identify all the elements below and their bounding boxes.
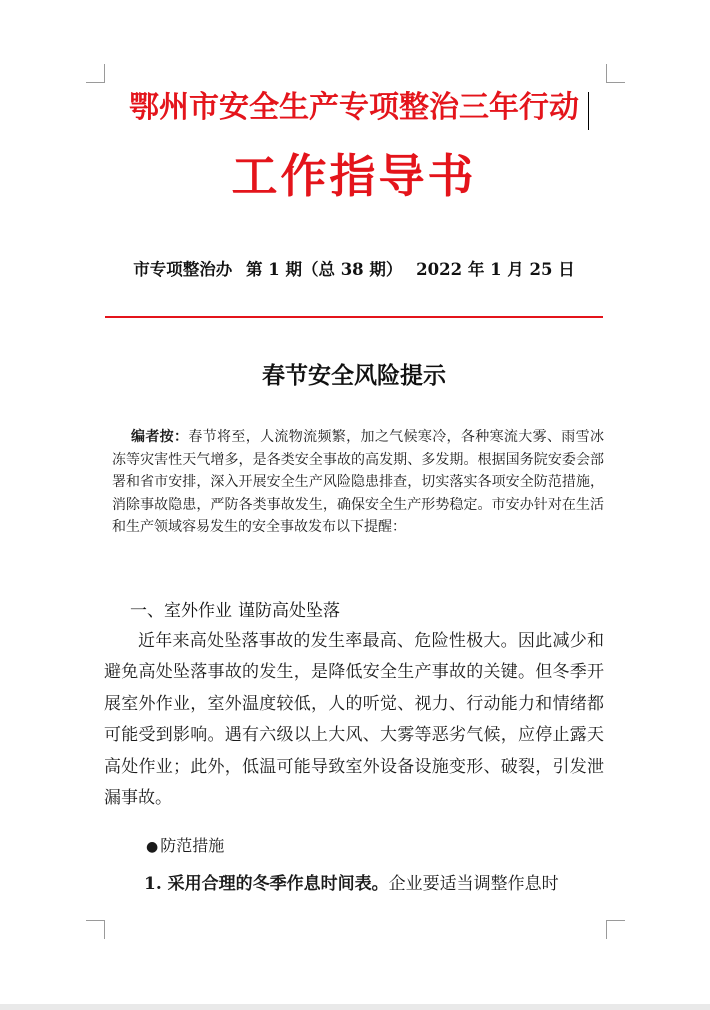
issue-info-line[interactable] (104, 258, 604, 282)
crop-mark-top-left (86, 64, 105, 83)
editor-note-text: 春节将至，人流物流频繁，加之气候寒冷，各种寒流大雾、雨雪冰冻等灾害性天气增多，是各类安全事故的高发期、多发期。根据国务院安委会部署和省市安排，深入开展安全生产风险隐患排查，切实落实各项安全防范措施，消除事故隐患，严防各类事故发生，确保安全生产形势稳定。市安办针对在生活和生产领域容易发生的安全事故发布以下提醒： (112, 429, 604, 535)
section-number: 一、室外作业 (130, 601, 232, 621)
red-divider (105, 316, 603, 318)
header-title-line2[interactable]: 工作指导书 (231, 149, 477, 203)
bullet-text: 防范措施 (160, 836, 225, 855)
section-paragraph[interactable]: 近年来高处坠落事故的发生率最高、危险性极大。因此减少和避免高处坠落事故的发生，是降低安全生产事故的关键。但冬季开展室外作业，室外温度较低，人的听觉、视力、行动能力和情绪都可能受到影响。遇有六级以上大风、大雾等恶劣气候，应停止露天高处作业；此外，低温可能导致室外设备设施变形、破裂，引发泄漏事故。 (104, 631, 604, 809)
page-bottom-edge (0, 1004, 710, 1010)
item-title: 1. 采用合理的冬季作息时间表。 (144, 874, 389, 894)
section-heading-1[interactable] (130, 598, 600, 624)
item-text: 企业要适当调整作息时 (388, 874, 559, 894)
header-title-line1[interactable]: 鄂州市安全生产专项整治三年行动 (129, 90, 579, 125)
editor-note-lead: 编者按： (131, 429, 189, 445)
numbered-item-1[interactable] (144, 870, 604, 898)
issue-number: 第 1 期（总 38 期） (245, 260, 403, 279)
document-title[interactable]: 春节安全风险提示 (262, 362, 446, 389)
crop-mark-bottom-right (606, 920, 625, 939)
text-cursor (588, 92, 589, 130)
editor-note[interactable] (112, 426, 604, 539)
bullet-measures[interactable] (146, 833, 224, 860)
section-title: 谨防高处坠落 (238, 601, 340, 621)
crop-mark-bottom-left (86, 920, 105, 939)
bullet-dot-icon: ● (146, 839, 159, 855)
issue-date: 2022 年 1 月 25 日 (416, 260, 575, 279)
crop-mark-top-right (606, 64, 625, 83)
issuer: 市专项整治办 (133, 260, 233, 279)
